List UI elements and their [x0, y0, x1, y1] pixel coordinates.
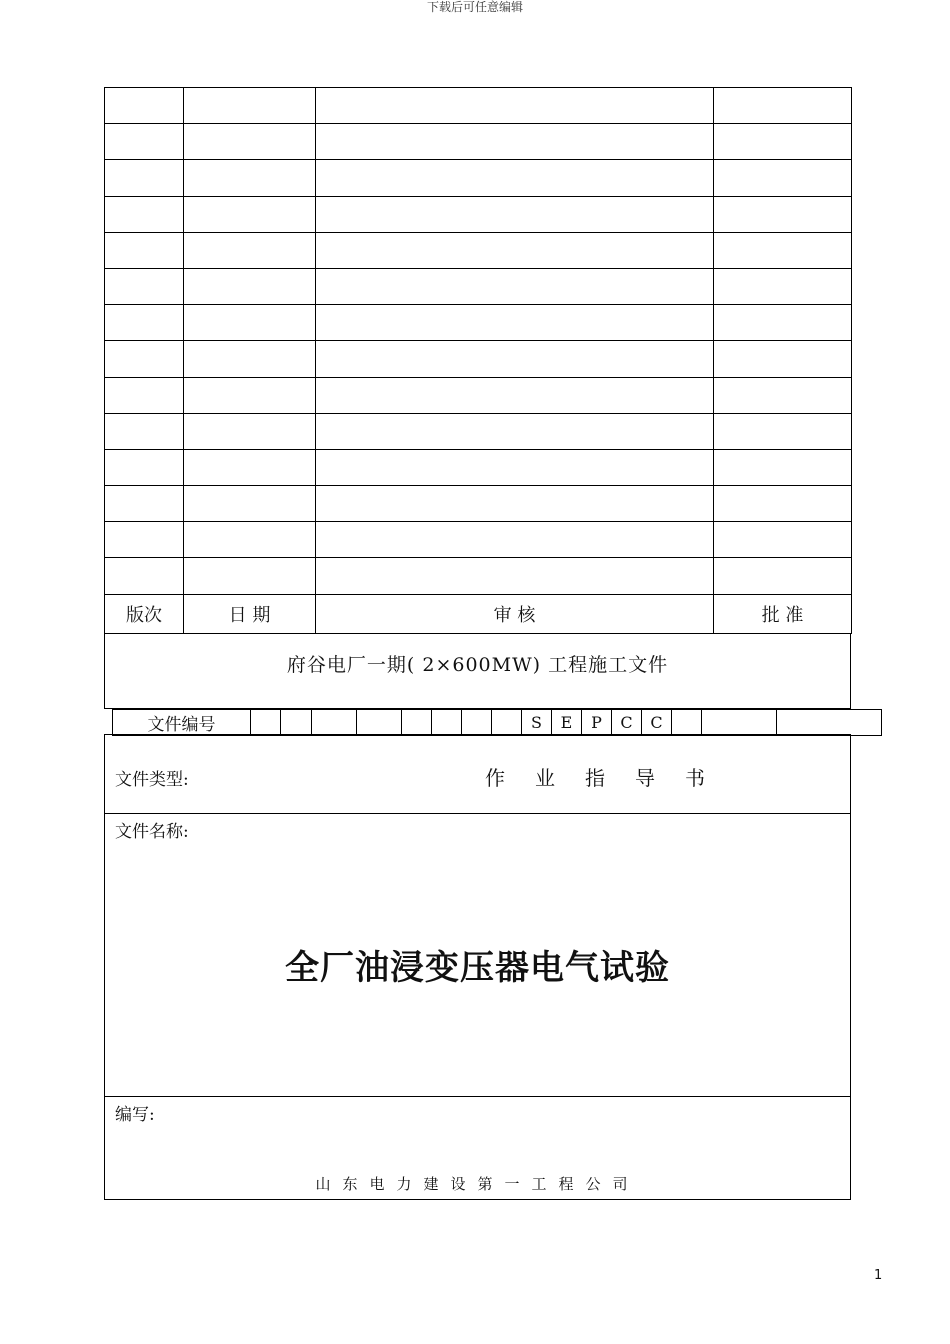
revision-cell	[184, 88, 316, 124]
revision-cell	[105, 522, 184, 558]
file-code-cell: E	[552, 710, 582, 736]
revision-cell	[316, 232, 714, 268]
revision-cell	[184, 522, 316, 558]
revision-cell	[714, 341, 852, 377]
revision-cell	[184, 196, 316, 232]
revision-cell	[714, 268, 852, 304]
revision-cell	[316, 268, 714, 304]
file-code-cell: P	[582, 710, 612, 736]
file-code-cell	[432, 710, 462, 736]
revision-row	[105, 377, 852, 413]
revision-cell	[184, 124, 316, 160]
header-note: 下载后可任意编辑	[426, 0, 523, 14]
file-code-cell: C	[612, 710, 642, 736]
revision-row	[105, 124, 852, 160]
revision-row	[105, 413, 852, 449]
revision-header-cell: 日 期	[184, 594, 316, 633]
revision-cell	[316, 305, 714, 341]
revision-cell	[316, 196, 714, 232]
revision-cell	[105, 305, 184, 341]
revision-cell	[184, 558, 316, 594]
revision-cell	[184, 160, 316, 196]
page-number: 1	[874, 1268, 883, 1283]
revision-cell	[184, 449, 316, 485]
file-name-label: 文件名称:	[115, 822, 189, 842]
revision-cell	[105, 341, 184, 377]
revision-cell	[714, 486, 852, 522]
revision-header-row	[105, 594, 852, 633]
file-code-cell	[492, 710, 522, 736]
revision-cell	[316, 377, 714, 413]
revision-row	[105, 232, 852, 268]
revision-cell	[714, 305, 852, 341]
revision-cell	[105, 377, 184, 413]
revision-cell	[316, 486, 714, 522]
author-box	[104, 1096, 851, 1200]
revision-cell	[316, 88, 714, 124]
revision-row	[105, 196, 852, 232]
revision-cell	[316, 522, 714, 558]
company-name: 山东电力建设第一工程公司	[315, 1175, 640, 1193]
revision-header-cell: 审 核	[316, 594, 714, 633]
revision-cell	[105, 558, 184, 594]
author-label: 编写:	[115, 1105, 155, 1125]
revision-cell	[184, 305, 316, 341]
revision-cell	[184, 341, 316, 377]
revision-cell	[105, 160, 184, 196]
revision-cell	[105, 486, 184, 522]
revision-row	[105, 88, 852, 124]
revision-row	[105, 160, 852, 196]
revision-cell	[184, 413, 316, 449]
file-type-label: 文件类型:	[115, 770, 189, 790]
revision-cell	[714, 232, 852, 268]
revision-table	[104, 87, 852, 634]
revision-cell	[714, 413, 852, 449]
file-code-cell	[281, 710, 312, 736]
revision-row	[105, 558, 852, 594]
revision-cell	[105, 88, 184, 124]
file-code-cell	[357, 710, 402, 736]
file-type-value: 作业指导书	[485, 766, 735, 790]
file-type-box	[104, 734, 851, 814]
revision-cell	[316, 449, 714, 485]
revision-cell	[714, 449, 852, 485]
revision-cell	[184, 232, 316, 268]
revision-cell	[184, 377, 316, 413]
project-title-box	[104, 633, 851, 709]
revision-cell	[184, 486, 316, 522]
file-code-table	[112, 709, 882, 736]
revision-row	[105, 341, 852, 377]
file-code-cell	[402, 710, 432, 736]
revision-cell	[316, 413, 714, 449]
revision-cell	[714, 558, 852, 594]
revision-cell	[105, 449, 184, 485]
file-code-cell	[251, 710, 281, 736]
file-code-label: 文件编号	[113, 710, 251, 736]
revision-cell	[105, 232, 184, 268]
revision-cell	[714, 377, 852, 413]
revision-row	[105, 268, 852, 304]
revision-cell	[316, 160, 714, 196]
revision-row	[105, 305, 852, 341]
revision-header-cell: 批 准	[714, 594, 852, 633]
document-title: 全厂油浸变压器电气试验	[285, 948, 670, 988]
file-code-cell: S	[522, 710, 552, 736]
revision-cell	[714, 124, 852, 160]
file-code-cell	[312, 710, 357, 736]
file-code-cell: C	[642, 710, 672, 736]
revision-row	[105, 522, 852, 558]
file-name-box	[104, 813, 851, 1097]
revision-cell	[105, 196, 184, 232]
revision-cell	[714, 88, 852, 124]
revision-cell	[105, 413, 184, 449]
project-title: 府谷电厂一期( 2×600MW) 工程施工文件	[286, 654, 669, 676]
revision-cell	[105, 124, 184, 160]
revision-row	[105, 486, 852, 522]
revision-cell	[316, 558, 714, 594]
revision-cell	[316, 124, 714, 160]
revision-cell	[105, 268, 184, 304]
revision-header-cell: 版次	[105, 594, 184, 633]
revision-cell	[316, 341, 714, 377]
revision-cell	[184, 268, 316, 304]
file-code-cell	[672, 710, 702, 736]
file-code-cell	[702, 710, 777, 736]
revision-row	[105, 449, 852, 485]
revision-cell	[714, 160, 852, 196]
file-code-cell	[777, 710, 882, 736]
file-code-cell	[462, 710, 492, 736]
revision-cell	[714, 522, 852, 558]
revision-cell	[714, 196, 852, 232]
